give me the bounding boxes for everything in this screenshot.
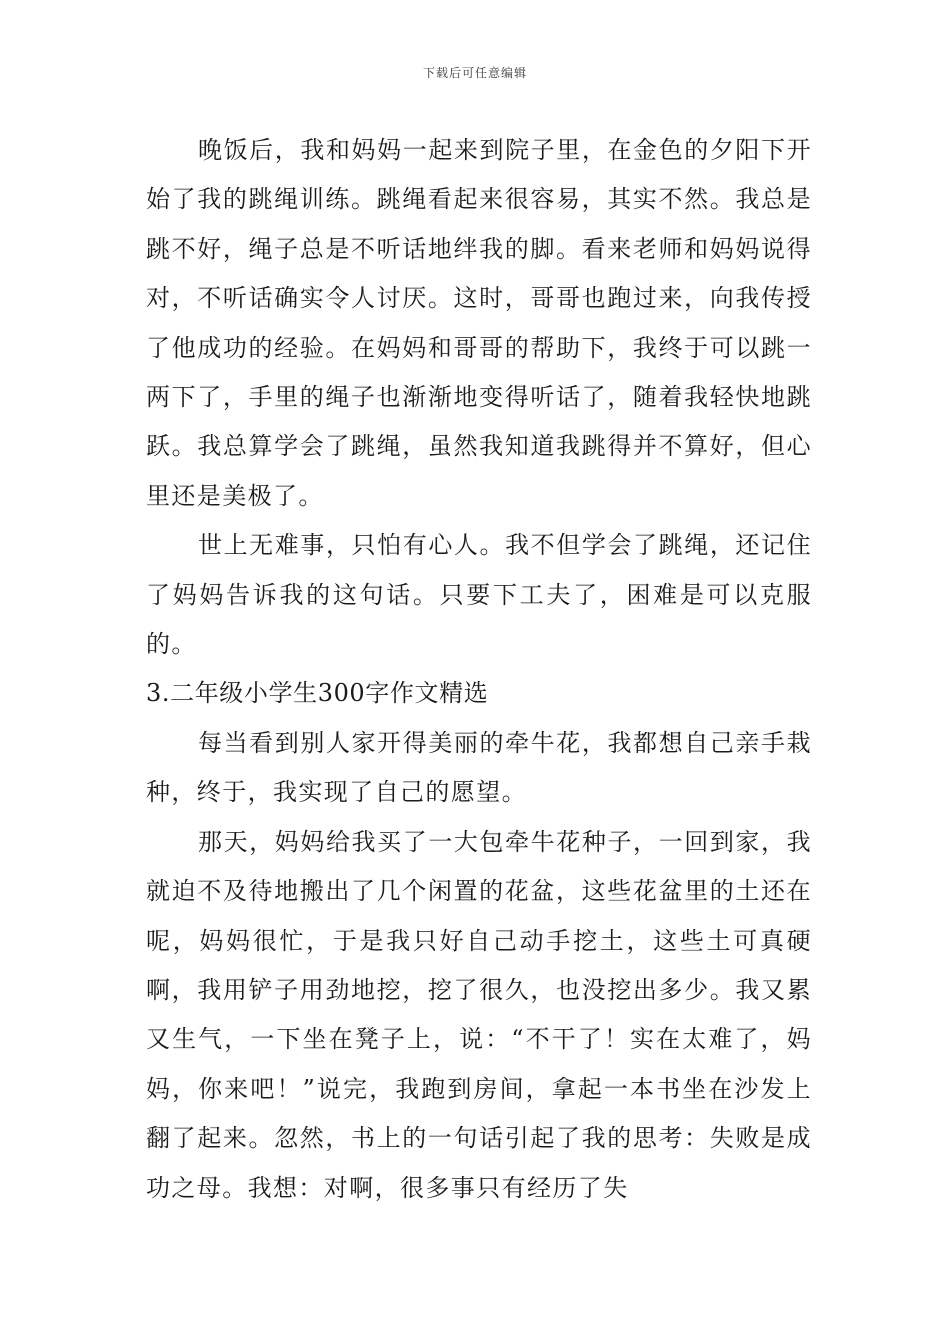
paragraph-lesson-learned: 世上无难事，只怕有心人。我不但学会了跳绳，还记住了妈妈告诉我的这句话。只要下工夫了，困难是可以克服的。 bbox=[146, 531, 812, 659]
paragraph-jump-rope-training: 晚饭后，我和妈妈一起来到院子里，在金色的夕阳下开始了我的跳绳训练。跳绳看起来很容易，其实不然。我总是跳不好，绳子总是不听话地绊我的脚。看来老师和妈妈说得对，不听话确实令人讨厌。这时，哥哥也跑过来，向我传授了他成功的经验。在妈妈和哥哥的帮助下，我终于可以跳一两下了，手里的绳子也渐渐地变得听话了，随着我轻快地跳跃。我总算学会了跳绳，虽然我知道我跳得并不算好，但心里还是美极了。 bbox=[146, 136, 812, 510]
paragraph-planting-story: 那天，妈妈给我买了一大包牵牛花种子，一回到家，我就迫不及待地搬出了几个闲置的花盆，这些花盆里的土还在呢，妈妈很忙，于是我只好自己动手挖土，这些土可真硬啊，我用铲子用劲地挖，挖了很久，也没挖出多少。我又累又生气，一下坐在凳子上，说：“不干了！实在太难了，妈妈，你来吧！”说完，我跑到房间，拿起一本书坐在沙发上翻了起来。忽然，书上的一句话引起了我的思考：失败是成功之母。我想：对啊，很多事只有经历了失 bbox=[146, 827, 812, 1202]
section-heading: 3.二年级小学生300字作文精选 bbox=[146, 679, 489, 708]
document-body bbox=[146, 126, 812, 1213]
paragraph-morning-glory-intro: 每当看到别人家开得美丽的牵牛花，我都想自己亲手栽种，终于，我实现了自己的愿望。 bbox=[146, 728, 812, 807]
page-header: 下载后可任意编辑 bbox=[422, 66, 527, 80]
